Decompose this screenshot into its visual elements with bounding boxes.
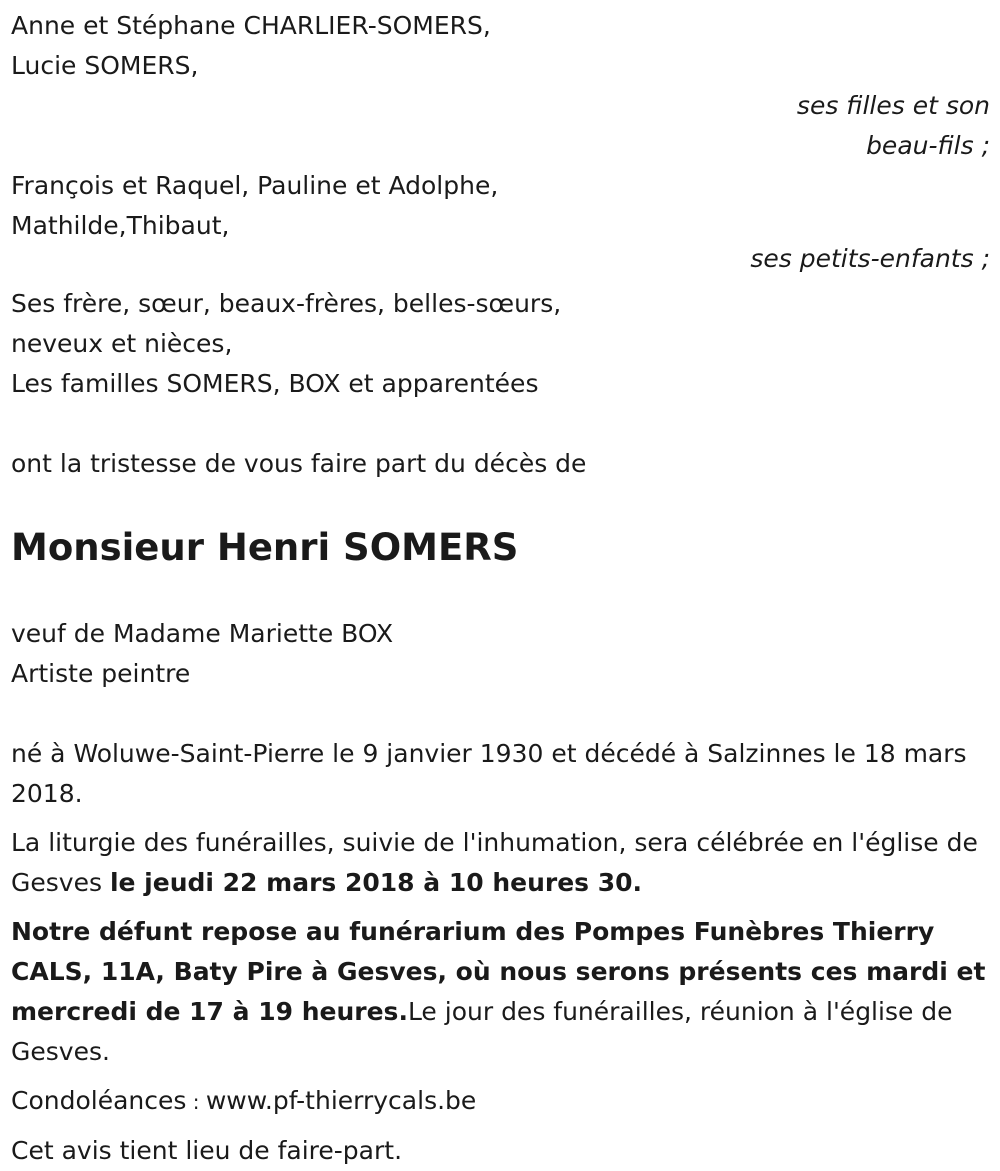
condolences-url[interactable]: www.pf-thierrycals.be (205, 1086, 477, 1115)
relatives-line-3: Les familles SOMERS, BOX et apparentées (11, 369, 539, 398)
birth-death-text: né à Woluwe-Saint-Pierre le 9 janvier 1930 et décédé à Salzinnes le 18 mars 2018. (11, 739, 967, 808)
family-daughters-line-2: Lucie SOMERS, (11, 51, 199, 80)
deceased-name: Monsieur Henri SOMERS (11, 526, 519, 569)
condolences-separator: : (186, 1090, 206, 1114)
grandchildren-role: ses petits-enfants ; (750, 244, 990, 273)
condolences-label: Condoléances (11, 1086, 187, 1115)
funeral-text: La liturgie des funérailles, suivie de l'inhumation, sera célébrée en l'église de Gesves (11, 828, 978, 897)
family-grandchildren-line-1: François et Raquel, Pauline et Adolphe, (11, 171, 499, 200)
relatives-line-2: neveux et nièces, (11, 329, 233, 358)
funeral-paragraph (11, 823, 991, 903)
obituary-notice (11, 6, 991, 1171)
widower-of: veuf de Madame Mariette BOX (11, 619, 394, 648)
rest-gathering: Le jour des funérailles, réunion à l'église de Gesves. (11, 997, 953, 1066)
condolences-line (11, 1081, 991, 1122)
profession: Artiste peintre (11, 659, 191, 688)
announcement-text: ont la tristesse de vous faire part du décès de (11, 449, 587, 478)
daughters-role-line-2: beau-fils ; (866, 131, 990, 160)
family-daughters-line-1: Anne et Stéphane CHARLIER-SOMERS, (11, 11, 491, 40)
family-grandchildren-line-2: Mathilde,Thibaut, (11, 211, 230, 240)
daughters-role-line-1: ses filles et son (796, 91, 990, 120)
funeral-date: le jeudi 22 mars 2018 à 10 heures 30. (109, 868, 643, 897)
relatives-line-1: Ses frère, sœur, beaux-frères, belles-sœurs, (11, 289, 562, 318)
closing-text: Cet avis tient lieu de faire-part. (11, 1136, 403, 1165)
rest-location: Notre défunt repose au funérarium des Pompes Funèbres Thierry CALS, 11A, Baty Pire à Gesves, où nous serons présents ces mardi et mercredi de 17 à 19 heures. (11, 917, 986, 1026)
rest-paragraph (11, 912, 991, 1072)
